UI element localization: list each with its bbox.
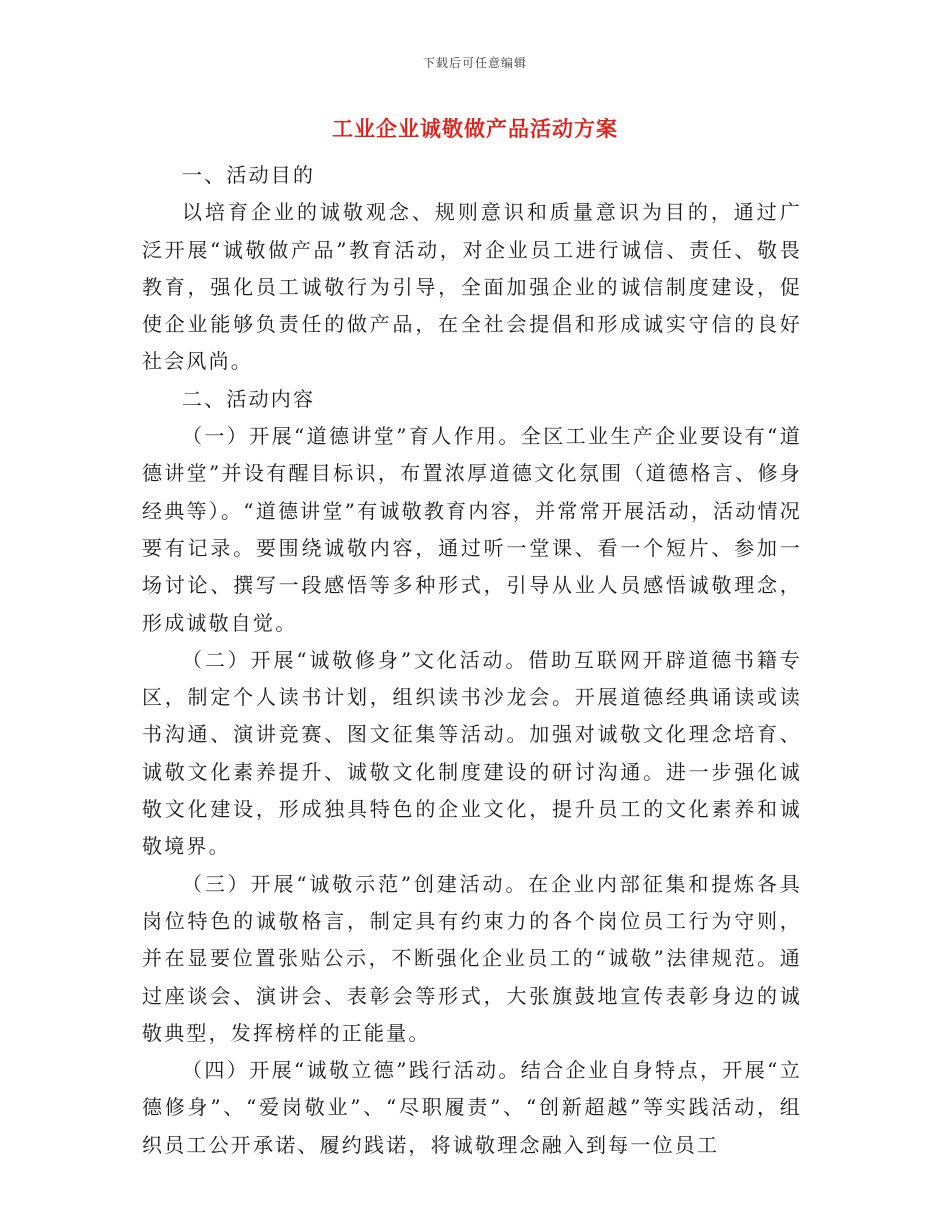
paragraph-purpose: 以培育企业的诚敬观念、规则意识和质量意识为目的，通过广泛开展“诚敬做产品”教育活动，对企业员工进行诚信、责任、敬畏教育，强化员工诚敬行为引导，全面加强企业的诚信制度建设，促使企业能够负责任的做产品，在全社会提倡和形成诚实守信的良好社会风尚。	[142, 200, 802, 374]
document-body	[142, 157, 802, 1164]
paragraph-item-3: （三）开展“诚敬示范”创建活动。在企业内部征集和提炼各具岗位特色的诚敬格言，制定具有约束力的各个岗位员工行为守则，并在显要位置张贴公示，不断强化企业员工的“诚敬”法律规范。通过座谈会、演讲会、表彰会等形式，大张旗鼓地宣传表彰身边的诚敬典型，发挥榜样的正能量。	[142, 871, 802, 1045]
paragraph-item-4: （四）开展“诚敬立德”践行活动。结合企业自身特点，开展“立德修身”、“爱岗敬业”、“尽职履责”、“创新超越”等实践活动，组织员工公开承诺、履约践诺，将诚敬理念融入到每一位员工	[142, 1058, 802, 1157]
paragraph-item-1: （一）开展“道德讲堂”育人作用。全区工业生产企业要设有“道德讲堂”并设有醒目标识，布置浓厚道德文化氛围（道德格言、修身经典等）。“道德讲堂”有诚敬教育内容，并常常开展活动，活动情况要有记录。要围绕诚敬内容，通过听一堂课、看一个短片、参加一场讨论、撰写一段感悟等多种形式，引导从业人员感悟诚敬理念，形成诚敬自觉。	[142, 424, 802, 635]
header-note: 下载后可任意编辑	[422, 56, 527, 70]
document-title: 工业企业诚敬做产品活动方案	[332, 116, 618, 141]
paragraph-item-2: （二）开展“诚敬修身”文化活动。借助互联网开辟道德书籍专区，制定个人读书计划，组织读书沙龙会。开展道德经典诵读或读书沟通、演讲竞赛、图文征集等活动。加强对诚敬文化理念培育、诚敬文化素养提升、诚敬文化制度建设的研讨沟通。进一步强化诚敬文化建设，形成独具特色的企业文化，提升员工的文化素养和诚敬境界。	[142, 647, 802, 859]
section-heading-purpose: 一、活动目的	[182, 163, 316, 187]
section-heading-content: 二、活动内容	[182, 386, 316, 411]
